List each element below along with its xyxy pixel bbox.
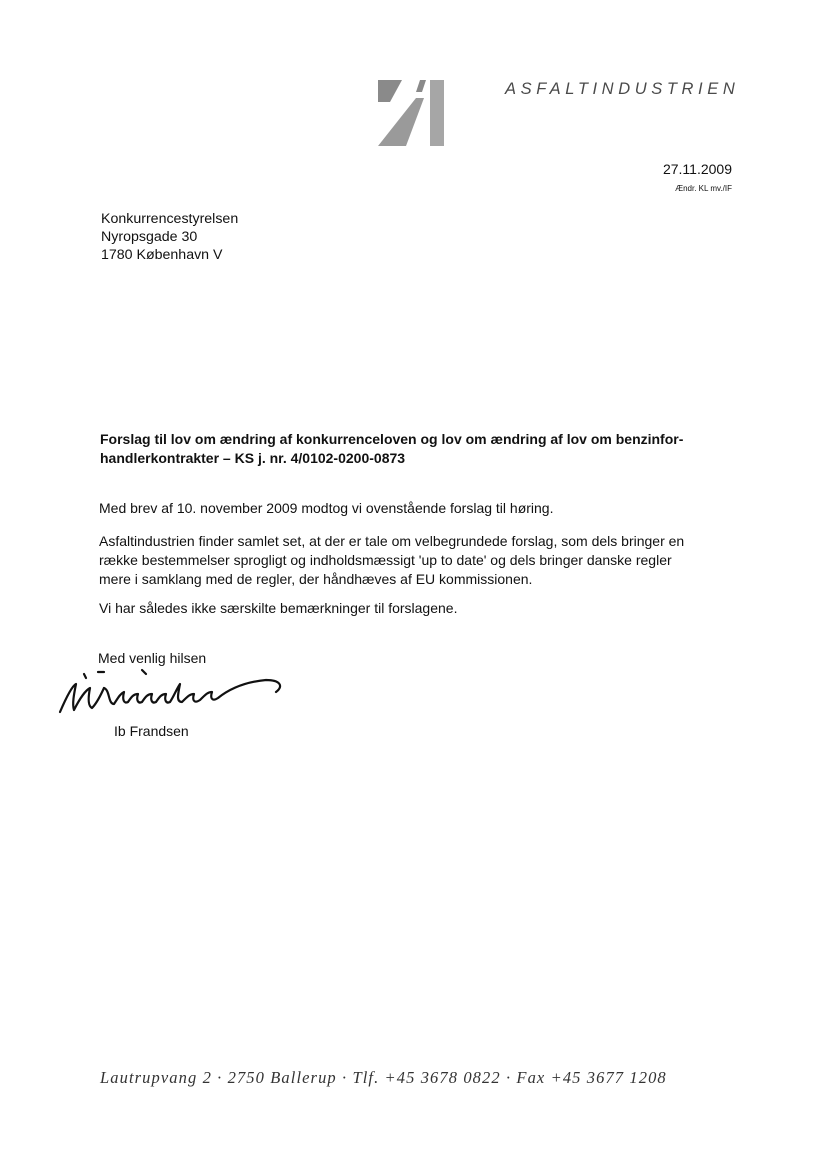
asfaltindustrien-logo-icon: [376, 78, 446, 148]
recipient-city: 1780 København V: [101, 247, 223, 263]
reference-code: Ændr. KL mv./IF: [675, 184, 732, 193]
paragraph-line: Asfaltindustrien finder samlet set, at der er tale om velbegrundede forslag, som dels bringer en: [99, 533, 685, 549]
paragraph-line: række bestemmelser sprogligt og indholdsmæssigt 'up to date' og dels bringer danske regler: [99, 552, 672, 568]
paragraph-line: Vi har således ikke særskilte bemærkninger til forslagene.: [99, 600, 458, 616]
body-paragraph-2: [99, 532, 739, 589]
paragraph-line: Med brev af 10. november 2009 modtog vi ovenstående forslag til høring.: [99, 500, 554, 516]
subject-line-1: Forslag til lov om ændring af konkurrenceloven og lov om ændring af lov om benzinfor-: [100, 431, 684, 447]
closing-phrase: Med venlig hilsen: [98, 650, 207, 666]
footer-contact: Lautrupvang 2 · 2750 Ballerup · Tlf. +45 3678 0822 · Fax +45 3677 1208: [100, 1068, 667, 1087]
handwritten-signature: [58, 668, 298, 720]
body-paragraph-3: [99, 599, 739, 618]
subject-line-2: handlerkontrakter – KS j. nr. 4/0102-0200-0873: [100, 449, 406, 466]
letter-date: 27.11.2009: [662, 161, 732, 177]
signer-name: Ib Frandsen: [114, 723, 189, 739]
recipient-street: Nyropsgade 30: [101, 229, 198, 245]
recipient-address: [101, 210, 238, 264]
letter-subject: [100, 430, 732, 467]
company-name: ASFALTINDUSTRIEN: [505, 80, 740, 98]
recipient-name: Konkurrencestyrelsen: [101, 211, 239, 227]
body-paragraph-1: [99, 499, 739, 518]
paragraph-line: mere i samklang med de regler, der håndhæves af EU kommissionen.: [99, 571, 533, 587]
